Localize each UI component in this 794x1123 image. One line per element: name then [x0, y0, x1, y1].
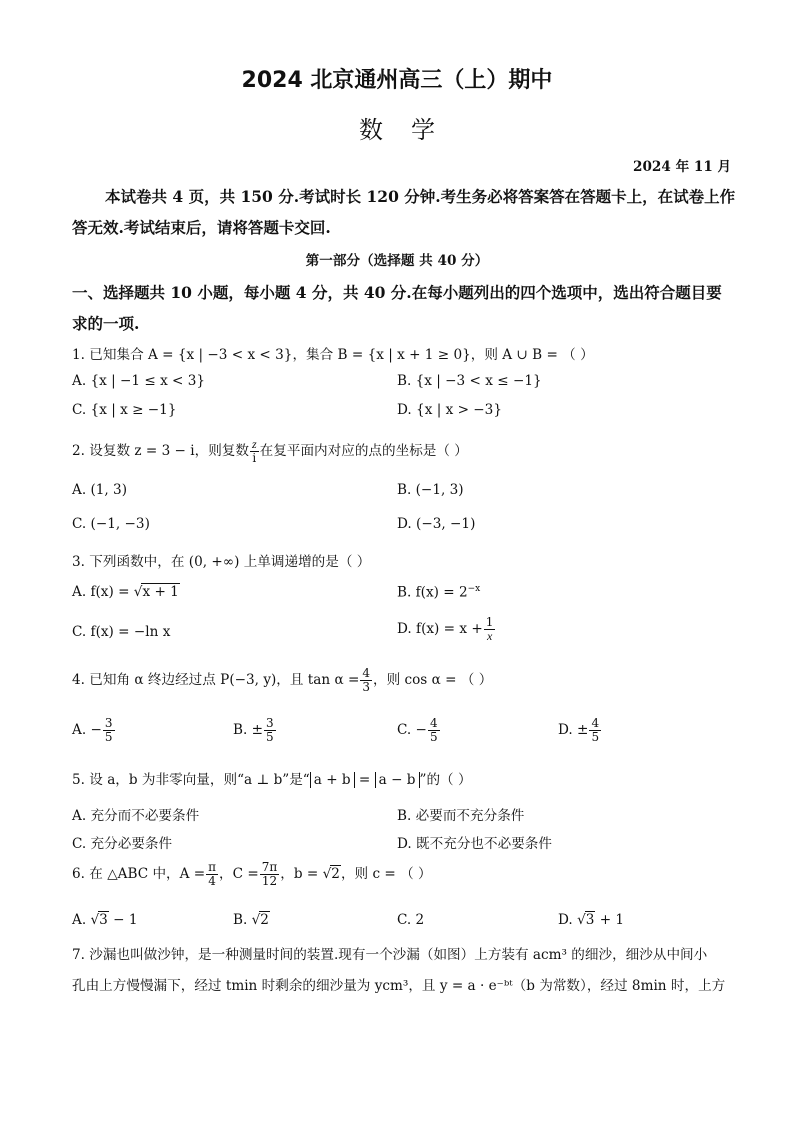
- question-6-option-b-radicand: 2: [260, 912, 269, 928]
- question-4-option-d: [558, 717, 602, 744]
- question-5-stem: [72, 768, 472, 788]
- question-2-fraction: [250, 438, 259, 465]
- question-6-option-c: C. 2: [397, 912, 425, 928]
- question-6-angle-c-fraction: [260, 861, 280, 888]
- question-7-line-2: 孔由上方慢慢漏下，经过 tmin 时剩余的细沙量为 ycm³，且 y = a · e⁻ᵇᵗ（b 为常数），经过 8min 时，上方: [72, 978, 726, 994]
- question-2-stem-suffix: 在复平面内对应的点的坐标是（ ）: [259, 443, 468, 459]
- question-5-option-c: C. 充分必要条件: [72, 836, 173, 852]
- question-3-option-a-radicand: x + 1: [142, 584, 179, 600]
- question-1-option-d: D. {x | x > −3}: [397, 402, 502, 418]
- instructions-line-1: 本试卷共 4 页，共 150 分.考试时长 120 分钟.考生务必将答案答在答题卡上，在试卷上作: [105, 187, 736, 206]
- question-5-stem-prefix: 5. 设 a，b 为非零向量，则“a ⊥ b”是“: [72, 772, 310, 788]
- question-4-tan-fraction: [360, 667, 372, 694]
- question-3-option-d-denominator: x: [486, 629, 493, 643]
- instructions-line-2: 答无效.考试结束后，请将答题卡交回.: [72, 218, 331, 237]
- question-4-stem-suffix: ，则 cos α = （ ）: [372, 672, 493, 688]
- question-6-angle-a-numerator: π: [208, 860, 217, 874]
- question-6-angle-c-denominator: 12: [261, 874, 278, 888]
- question-4-option-c: [397, 717, 441, 744]
- section-heading-line-2: 求的一项.: [72, 314, 140, 333]
- question-4-option-b-fraction: [264, 717, 276, 744]
- question-4-stem: [72, 667, 492, 694]
- question-6-option-d-radicand: 3: [585, 912, 595, 928]
- question-4-option-b-prefix: B. ±: [233, 722, 264, 738]
- question-4-option-d-denominator: 5: [591, 730, 600, 744]
- question-2-stem-prefix: 2. 设复数 z = 3 − i，则复数: [72, 443, 249, 459]
- question-1-stem: 1. 已知集合 A = {x | −3 < x < 3}，集合 B = {x | x + 1 ≥ 0}，则 A ∪ B = （ ）: [72, 347, 594, 363]
- exam-date: 2024 年 11 月: [633, 159, 732, 175]
- question-2-option-a: A. (1, 3): [72, 482, 128, 498]
- question-3-option-b-exponent: −x: [467, 584, 481, 594]
- question-4-option-a: [72, 717, 116, 744]
- question-3-option-d-prefix: D. f(x) = x +: [397, 621, 483, 637]
- question-1-option-b: B. {x | −3 < x ≤ −1}: [397, 373, 542, 389]
- question-4-option-b-numerator: 3: [266, 716, 274, 730]
- question-6-option-d: D. √3 + 1: [558, 912, 625, 928]
- question-6-angle-a-fraction: [206, 861, 218, 888]
- question-4-option-c-prefix: C. −: [397, 722, 427, 738]
- question-3-option-b-prefix: B. f(x) = 2: [397, 584, 468, 601]
- question-1-option-c: C. {x | x ≥ −1}: [72, 402, 177, 418]
- section-heading-line-1: 一、选择题共 10 小题，每小题 4 分，共 40 分.在每小题列出的四个选项中，选出符合题目要: [72, 283, 722, 302]
- subject-title: 数学: [359, 116, 463, 144]
- question-7-line-1: 7. 沙漏也叫做沙钟，是一种测量时间的装置.现有一个沙漏（如图）上方装有 acm³ 的细沙，细沙从中间小: [72, 947, 708, 963]
- question-6-option-d-prefix: D.: [558, 912, 573, 928]
- question-5-option-d: D. 既不充分也不必要条件: [397, 836, 552, 852]
- question-2-option-c: C. (−1, −3): [72, 516, 150, 532]
- question-6-option-b-prefix: B.: [233, 912, 248, 928]
- question-4-option-a-denominator: 5: [104, 730, 113, 744]
- question-4-option-d-fraction: [589, 717, 601, 744]
- question-4-tan-numerator: 4: [362, 666, 370, 680]
- question-2-fraction-numerator: z: [252, 437, 257, 451]
- question-6-angle-c-numerator: 7π: [261, 860, 278, 874]
- question-3-option-d: [397, 616, 496, 643]
- page-title: 2024 北京通州高三（上）期中: [241, 68, 553, 93]
- question-6-option-d-suffix: + 1: [595, 912, 625, 928]
- question-5-equals: =: [354, 772, 375, 788]
- question-4-option-a-numerator: 3: [104, 716, 113, 730]
- question-6-option-a-suffix: − 1: [108, 912, 138, 928]
- question-3-option-c: C. f(x) = −ln x: [72, 624, 171, 640]
- question-4-option-c-denominator: 5: [429, 730, 438, 744]
- question-4-option-d-numerator: 4: [591, 716, 600, 730]
- question-4-tan-denominator: 3: [362, 680, 370, 694]
- question-6-option-a: A. √3 − 1: [72, 912, 138, 928]
- question-2-option-d: D. (−3, −1): [397, 516, 476, 532]
- question-2-option-b: B. (−1, 3): [397, 482, 464, 498]
- question-3-option-a-prefix: A. f(x) =: [72, 584, 134, 600]
- question-5-abs-sum: a + b: [310, 772, 355, 788]
- question-2-stem: [72, 438, 468, 465]
- question-4-stem-prefix: 4. 已知角 α 终边经过点 P(−3, y)，且 tan α =: [72, 672, 360, 688]
- question-3-stem: 3. 下列函数中，在 (0, +∞) 上单调递增的是（ ）: [72, 554, 371, 570]
- question-2-fraction-denominator: i: [252, 451, 257, 465]
- question-3-option-d-numerator: 1: [485, 615, 494, 629]
- question-6-stem: 6. 在 △ABC 中，A = $\frac{\pi}{4}$ ，C = $\frac{7\pi}{12}$ ，b = √2，则 c = （ ）: [72, 860, 432, 888]
- question-6-stem-suffix: ，则 c = （ ）: [340, 866, 432, 882]
- part-one-title: 第一部分（选择题 共 40 分）: [305, 253, 489, 269]
- question-6-option-a-prefix: A.: [72, 912, 87, 928]
- question-5-abs-diff: a − b: [375, 772, 420, 788]
- question-6-option-a-radicand: 3: [99, 912, 108, 928]
- question-1-option-a: A. {x | −1 ≤ x < 3}: [72, 373, 206, 389]
- question-3-option-a: A. f(x) = √x + 1: [72, 584, 179, 600]
- question-4-option-a-prefix: A. −: [72, 722, 102, 738]
- question-5-stem-suffix: ”的（ ）: [419, 772, 472, 788]
- question-4-option-b: [233, 717, 277, 744]
- question-6-angle-a-denominator: 4: [208, 874, 216, 888]
- question-6-side-b-radicand: 2: [331, 866, 340, 882]
- question-3-option-d-fraction: [484, 616, 496, 643]
- question-3-option-b: [397, 584, 480, 601]
- question-6-stem-mid-1: ，C =: [219, 866, 259, 882]
- question-5-option-a: A. 充分而不必要条件: [72, 808, 200, 824]
- question-4-option-c-numerator: 4: [429, 716, 438, 730]
- question-4-option-b-denominator: 5: [266, 730, 274, 744]
- question-4-option-d-prefix: D. ±: [558, 722, 589, 738]
- question-4-option-c-fraction: [428, 717, 440, 744]
- question-4-option-a-fraction: [103, 717, 115, 744]
- question-6-stem-mid-2: ，b =: [280, 866, 319, 882]
- question-6-option-b: B. √2: [233, 912, 269, 928]
- question-6-stem-prefix: 6. 在 △ABC 中，A =: [72, 866, 206, 882]
- question-5-option-b: B. 必要而不充分条件: [397, 808, 525, 824]
